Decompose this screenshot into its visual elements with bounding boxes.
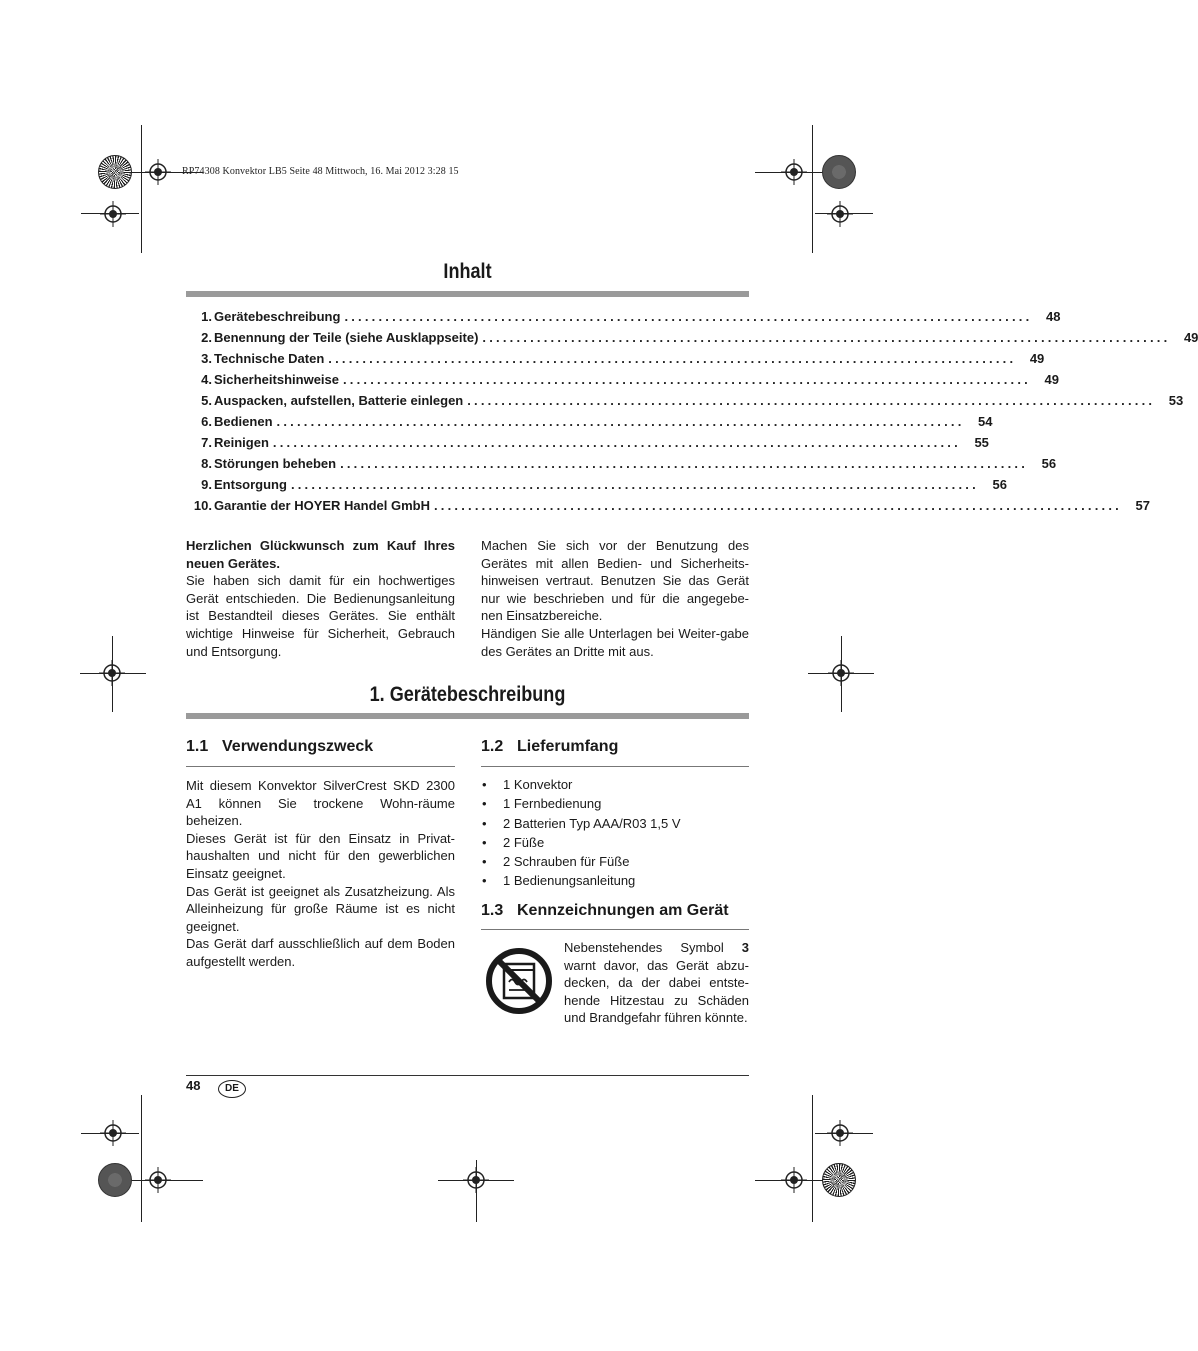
color-wheel-icon — [822, 1163, 856, 1197]
toc-entry[interactable] — [186, 327, 1198, 348]
registration-mark-icon — [100, 201, 126, 227]
subsection-title: Lieferumfang — [517, 738, 619, 755]
subsection-1-2-heading — [481, 738, 618, 756]
subsection-number: 1.2 — [481, 738, 504, 755]
subsection-number: 1.1 — [186, 738, 209, 755]
registration-mark-icon — [827, 201, 853, 227]
subsection-title: Kennzeichnungen am Gerät — [517, 902, 729, 919]
toc-page: 55 — [974, 435, 989, 450]
toc-entry[interactable] — [186, 369, 1059, 390]
toc-entry[interactable] — [186, 495, 1150, 516]
toc-number: 2. — [201, 330, 212, 345]
delivery-list — [481, 775, 749, 891]
list-item: • 2 Füße — [481, 833, 749, 852]
toc-leader: ..................................................................................................... — [328, 351, 1017, 366]
toc-page: 53 — [1168, 393, 1184, 408]
toc-leader: ..................................................................................................... — [276, 414, 965, 429]
registration-mark-icon — [828, 660, 854, 686]
list-item: • 2 Batterien Typ AAA/R03 1,5 V — [481, 814, 749, 833]
registration-mark-icon — [145, 159, 171, 185]
toc-number: 8. — [201, 456, 212, 471]
toc-leader: ..................................................................................................... — [482, 330, 1171, 345]
list-item: • 1 Fernbedienung — [481, 794, 749, 813]
subsection-number: 1.3 — [481, 902, 504, 919]
paragraph: Das Gerät ist geeignet als Zusatzheizung. Als Alleinheizung für große Räume ist es nicht geeignet. — [186, 883, 455, 934]
section1-title: 1. Gerätebeschreibung — [369, 683, 566, 706]
print-slug: RP74308 Konvektor LB5 Seite 48 Mittwoch, 16. Mai 2012 3:28 15 — [182, 166, 459, 177]
section1-heading-wrap — [186, 683, 749, 707]
list-item: • 1 Bedienungsanleitung — [481, 871, 749, 890]
toc-title: Reinigen — [214, 435, 269, 450]
toc-leader: ..................................................................................................... — [434, 498, 1122, 513]
toc-title: Garantie der HOYER Handel GmbH — [214, 498, 430, 513]
intro-right-paragraph-2: Händigen Sie alle Unterlagen bei Weiter-gabe des Gerätes an Dritte mit aus. — [481, 625, 749, 659]
toc-number: 4. — [201, 372, 212, 387]
symbol-number: 3 — [741, 940, 749, 955]
toc-entry[interactable] — [186, 390, 1184, 411]
subsection-1-1-heading — [186, 738, 373, 756]
contents-heading-wrap — [186, 260, 749, 284]
subsection-1-1-body — [186, 777, 455, 971]
toc-number: 9. — [201, 477, 212, 492]
subsection-rule — [481, 929, 749, 930]
toc-leader: ..................................................................................................... — [340, 456, 1029, 471]
intro-right-column — [481, 537, 749, 660]
paragraph: Dieses Gerät ist für den Einsatz in Privat-haushalten und nicht für den gewerblichen Einsatz geeignet. — [186, 830, 455, 881]
registration-mark-icon — [145, 1167, 171, 1193]
registration-mark-icon — [99, 660, 125, 686]
registration-mark-icon — [827, 1120, 853, 1146]
registration-mark-icon — [463, 1167, 489, 1193]
list-item: • 1 Konvektor — [481, 775, 749, 794]
toc-number: 5. — [201, 393, 212, 408]
toc-entry[interactable] — [186, 306, 1061, 327]
contents-title: Inhalt — [443, 260, 492, 283]
toc-page: 57 — [1135, 498, 1150, 513]
toc-title: Technische Daten — [214, 351, 325, 366]
intro-greeting: Herzlichen Glückwunsch zum Kauf Ihres neuen Gerätes. — [186, 538, 455, 571]
symbol-text-after: warnt davor, das Gerät abzu-decken, da der dabei entste-hende Hitzestau zu Schäden und Brandgefahr führen könnte. — [564, 957, 749, 1026]
toc-title: Auspacken, aufstellen, Batterie einlegen — [214, 393, 464, 408]
registration-mark-icon — [781, 1167, 807, 1193]
do-not-cover-icon — [485, 947, 553, 1015]
toc-entry[interactable] — [186, 411, 993, 432]
toc-entry[interactable] — [186, 432, 989, 453]
section1-rule — [186, 713, 749, 719]
toc-page: 56 — [992, 477, 1007, 492]
paragraph: Das Gerät darf ausschließlich auf dem Boden aufgestellt werden. — [186, 936, 455, 969]
toc-entry[interactable] — [186, 348, 1045, 369]
page-number: 48 — [186, 1078, 201, 1093]
subsection-rule — [186, 766, 455, 767]
subsection-1-3-body — [564, 939, 749, 1027]
intro-left-column — [186, 537, 455, 660]
symbol-text-before: Nebenstehendes Symbol — [564, 940, 742, 955]
toc-page: 49 — [1183, 330, 1198, 345]
toc-title: Störungen beheben — [214, 456, 337, 471]
toc-leader: ..................................................................................................... — [344, 309, 1033, 324]
toc-page: 56 — [1041, 456, 1057, 471]
toc-number: 3. — [201, 351, 212, 366]
toc-title: Benennung der Teile (siehe Ausklappseite) — [214, 330, 479, 345]
registration-mark-icon — [100, 1120, 126, 1146]
registration-mark-icon — [781, 159, 807, 185]
toc-title: Entsorgung — [214, 477, 287, 492]
toc-page: 48 — [1045, 309, 1061, 324]
toc-leader: ..................................................................................................... — [290, 477, 979, 492]
subsection-1-3-heading — [481, 902, 729, 920]
toc-number: 7. — [201, 435, 212, 450]
footer-rule — [186, 1075, 749, 1076]
color-wheel-icon — [98, 155, 132, 189]
toc-title: Gerätebeschreibung — [214, 309, 341, 324]
toc-leader: ..................................................................................................... — [272, 435, 961, 450]
intro-right-paragraph-1: Machen Sie sich vor der Benutzung des Gerätes mit allen Bedien- und Sicherheits-hinweisen vertraut. Benutzen Sie das Gerät nur wie beschrieben und für die angegebe-nen Einsatzbereiche. — [481, 538, 749, 624]
contents-rule — [186, 291, 749, 297]
toc-leader: ..................................................................................................... — [467, 393, 1156, 408]
toc-number: 1. — [201, 309, 212, 324]
subsection-rule — [481, 766, 749, 767]
toc-page: 49 — [1044, 372, 1059, 387]
toc-title: Sicherheitshinweise — [214, 372, 339, 387]
table-of-contents — [186, 306, 1198, 516]
toc-number: 6. — [201, 414, 212, 429]
list-item: • 2 Schrauben für Füße — [481, 852, 749, 871]
language-badge: DE — [218, 1080, 246, 1098]
toc-entry[interactable] — [186, 474, 1007, 495]
toc-page: 54 — [978, 414, 993, 429]
intro-left-text: Sie haben sich damit für ein hochwertiges Gerät entschieden. Die Bedienungsanleitung ist Bestandteil dieses Gerätes. Sie enthält wichtige Hinweise für Sicherheit, Gebrauch und Entsorgung. — [186, 573, 455, 659]
toc-entry[interactable] — [186, 453, 1057, 474]
toc-title: Bedienen — [214, 414, 273, 429]
toc-leader: ..................................................................................................... — [343, 372, 1031, 387]
color-wheel-icon — [98, 1163, 132, 1197]
toc-page: 49 — [1029, 351, 1045, 366]
paragraph: Mit diesem Konvektor SilverCrest SKD 2300 A1 können Sie trockene Wohn-räume beheizen. — [186, 778, 455, 829]
subsection-title: Verwendungszweck — [222, 738, 374, 755]
color-wheel-icon — [822, 155, 856, 189]
toc-number: 10. — [193, 498, 212, 513]
